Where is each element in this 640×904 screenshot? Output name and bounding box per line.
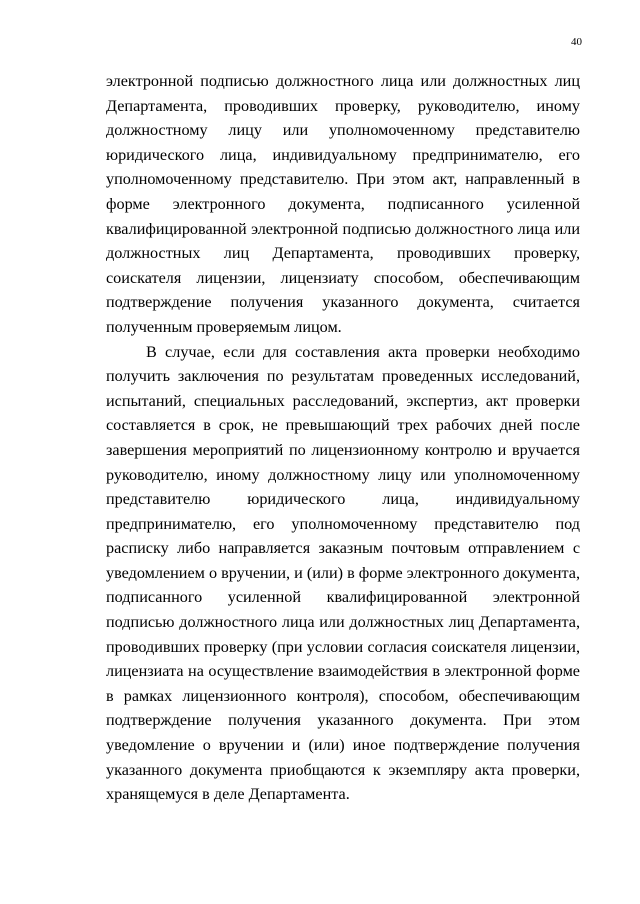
page-number: 40 [571, 36, 582, 48]
paragraph-continuation: электронной подписью должностного лица или должностных лиц Департамента, проводивших проверку, руководителю, иному должностному лицу или уполномоченному представителю юридического лица, индивидуальному предпринимателю, его уполномоченному представителю. При этом акт, направленный в форме электронного документа, подписанного усиленной квалифицированной электронной подписью должностного лица или должностных лиц Департамента, проводивших проверку, соискателя лицензии, лицензиату способом, обеспечивающим подтверждение получения указанного документа, считается полученным проверяемым лицом. [106, 72, 580, 336]
paragraph-inspection-act: В случае, если для составления акта проверки необходимо получить заключения по результатам проведенных исследований, испытаний, специальных расследований, экспертиз, акт проверки составляется в срок, не превышающий трех рабочих дней после завершения мероприятий по лицензионному контролю и вручается руководителю, иному должностному лицу или уполномоченному представителю юридического лица, индивидуальному предпринимателю, его уполномоченному представителю под расписку либо направляется заказным почтовым отправлением с уведомлением о вручении, и (или) в форме электронного документа, подписанного усиленной квалифицированной электронной подписью должностного лица или должностных лиц Департамента, проводивших проверку (при условии согласия соискателя лицензии, лицензиата на осуществление взаимодействия в электронной форме в рамках лицензионного контроля), способом, обеспечивающим подтверждение получения указанного документа. При этом уведомление о вручении и (или) иное подтверждение получения указанного документа приобщаются к экземпляру акта проверки, хранящемуся в деле Департамента. [106, 342, 580, 804]
document-body [106, 69, 580, 807]
